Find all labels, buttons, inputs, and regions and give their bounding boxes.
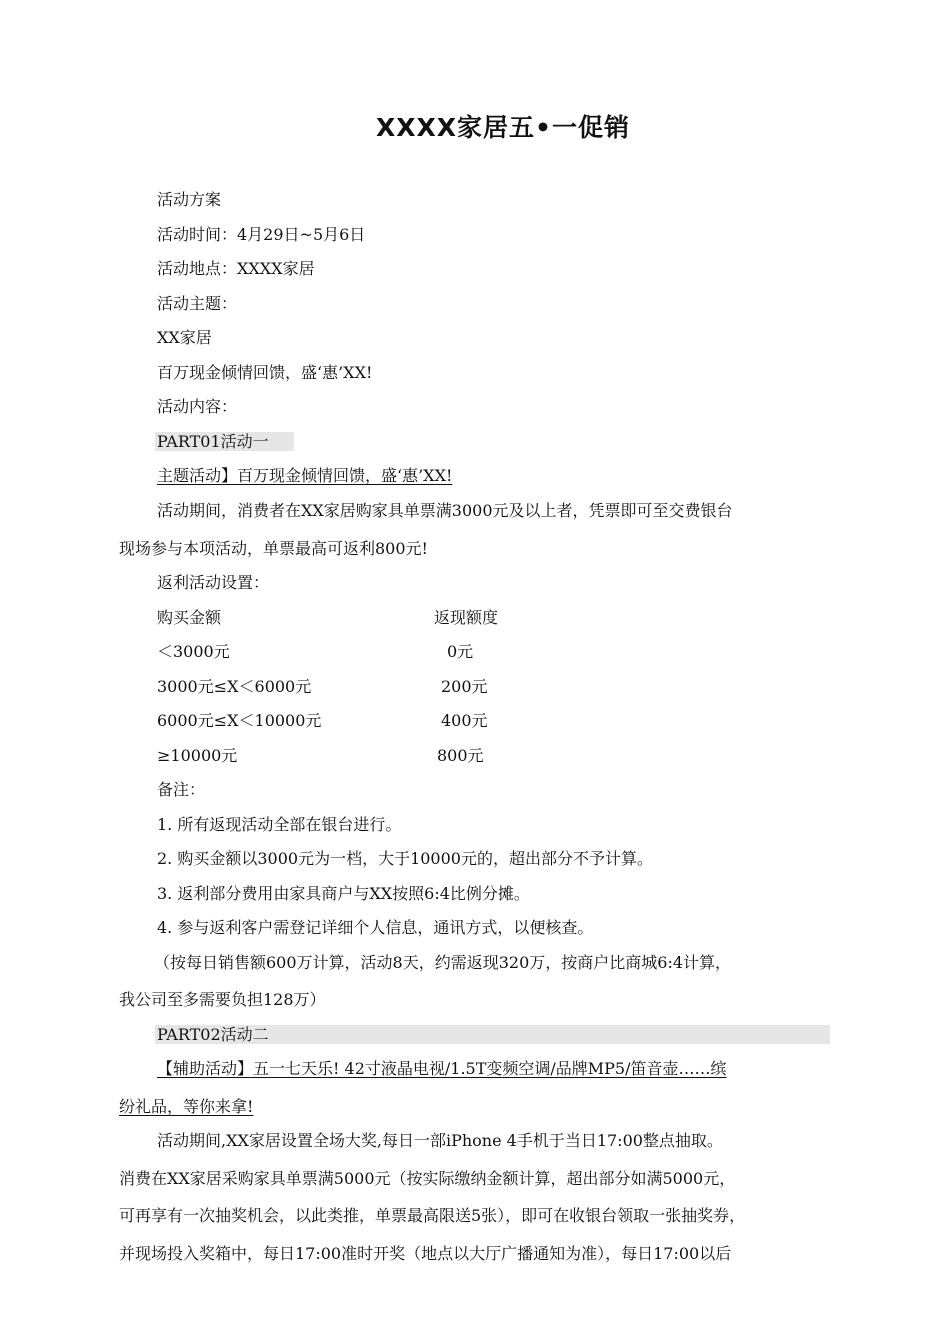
part1-subtitle: 主题活动】百万现金倾情回馈，盛‘惠’XX! [157,466,453,485]
notes-label: 备注： [157,780,206,799]
part2-subtitle-line-1: 【辅助活动】五一七天乐! 42寸液晶电视/1.5T变频空调/品牌MP5/笛音壶……缤 [157,1059,727,1078]
note-item: 1. 所有返现活动全部在银台进行。 [157,815,402,834]
content-label: 活动内容： [157,397,238,416]
part2-header: PART02活动二 [157,1025,269,1044]
document-title: XXXX家居五•一促销 [375,113,631,142]
table-cell-rebate: 400元 [441,711,488,730]
table-cell-amount: ＜3000元 [157,642,230,661]
part1-header: PART01活动一 [157,432,269,451]
calculation-line-1: （按每日销售额600万计算，活动8天，约需返现320万，按商户比商城6:4计算， [154,953,732,972]
part2-paragraph-line: 活动期间,XX家居设置全场大奖,每日一部iPhone 4手机于当日17:00整点抽取。 [157,1131,723,1150]
part1-paragraph-line-2: 现场参与本项活动，单票最高可返利800元! [119,539,428,558]
theme-line-1: XX家居 [157,328,212,347]
note-item: 2. 购买金额以3000元为一档，大于10000元的，超出部分不予计算。 [157,849,653,868]
part2-paragraph-line: 消费在XX家居采购家具单票满5000元（按实际缴纳金额计算，超出部分如满5000元， [119,1169,736,1188]
table-header-rebate: 返现额度 [434,608,499,627]
calculation-line-2: 我公司至多需要负担128万） [119,990,326,1009]
table-cell-amount: 3000元≤X＜6000元 [157,677,312,696]
theme-line-2: 百万现金倾情回馈，盛‘惠’XX! [157,363,373,382]
theme-label: 活动主题： [157,294,238,313]
note-item: 4. 参与返利客户需登记详细个人信息，通讯方式，以便核查。 [157,918,594,937]
note-item: 3. 返利部分费用由家具商户与XX按照6:4比例分摊。 [157,884,530,903]
part1-paragraph-line-1: 活动期间，消费者在XX家居购家具单票满3000元及以上者，凭票即可至交费银台 [157,501,733,520]
event-time: 活动时间：4月29日~5月6日 [157,225,366,244]
table-cell-amount: 6000元≤X＜10000元 [157,711,322,730]
plan-label: 活动方案 [157,190,222,209]
table-cell-amount: ≥10000元 [157,746,238,765]
part2-subtitle-line-2: 纷礼品，等你来拿! [119,1097,254,1116]
part2-paragraph-line: 并现场投入奖箱中，每日17:00准时开奖（地点以大厅广播通知为准），每日17:00以后 [119,1244,732,1263]
rebate-setting-label: 返利活动设置： [157,573,270,592]
table-cell-rebate: 0元 [447,642,474,661]
table-cell-rebate: 200元 [441,677,488,696]
table-header-amount: 购买金额 [157,608,222,627]
event-place: 活动地点：XXXX家居 [157,259,315,278]
part2-paragraph-line: 可再享有一次抽奖机会，以此类推，单票最高限送5张），即可在收银台领取一张抽奖券， [119,1206,746,1225]
table-cell-rebate: 800元 [437,746,484,765]
